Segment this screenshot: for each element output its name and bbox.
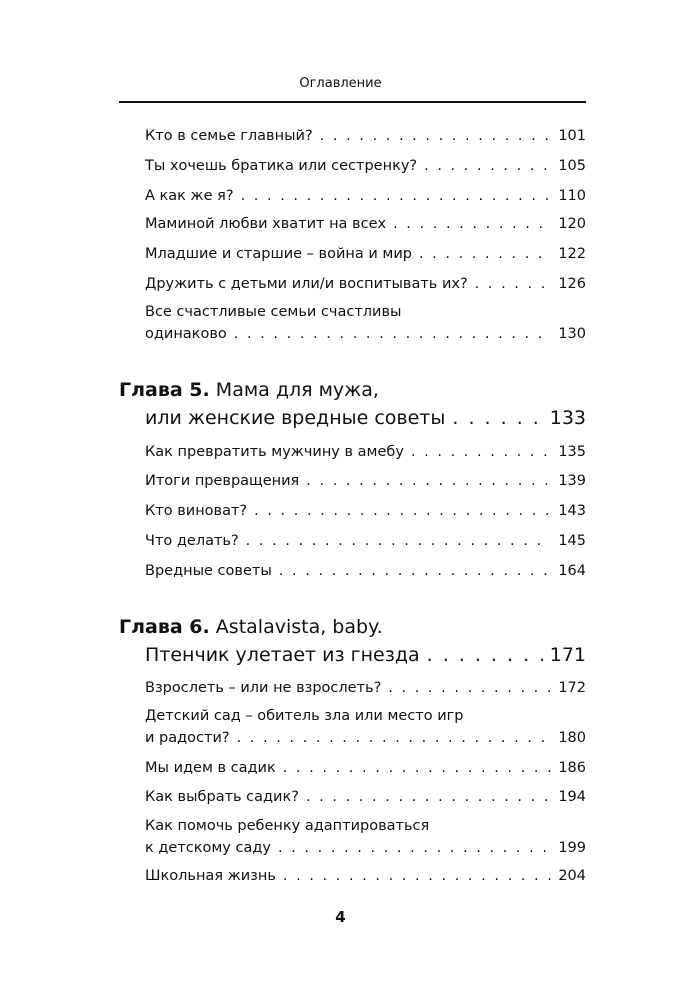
toc-entry-title: Взрослеть – или не взрослеть? <box>145 680 382 696</box>
toc-entry[interactable] <box>145 531 586 551</box>
toc-entry-page: 135 <box>558 444 586 460</box>
toc-entry-page: 120 <box>558 216 586 232</box>
dot-leader <box>419 244 551 264</box>
toc-entry-title: Школьная жизнь <box>145 868 276 884</box>
chapter-5-entry[interactable] <box>145 405 586 431</box>
header-rule <box>119 101 586 103</box>
page-number: 4 <box>335 908 346 926</box>
dot-leader <box>246 531 552 551</box>
running-header: Оглавление <box>299 76 382 91</box>
toc-entry-page: 143 <box>558 503 586 519</box>
dot-leader <box>393 214 551 234</box>
toc-entry-title-line1[interactable]: Как помочь ребенку адаптироваться <box>145 818 430 834</box>
toc-entry[interactable] <box>145 728 586 748</box>
dot-leader <box>475 274 552 294</box>
toc-entry[interactable] <box>145 561 586 581</box>
toc-entry-title: одинаково <box>145 326 227 342</box>
dot-leader <box>234 324 552 344</box>
toc-entry[interactable] <box>145 156 586 176</box>
toc-entry-title: Как выбрать садик? <box>145 789 299 805</box>
chapter-6-entry[interactable] <box>145 642 586 668</box>
toc-entry[interactable] <box>145 442 586 462</box>
chapter-number: Глава 5. <box>119 379 210 401</box>
dot-leader <box>320 126 552 146</box>
toc-entry-title: Кто в семье главный? <box>145 128 313 144</box>
dot-leader <box>388 678 551 698</box>
toc-entry[interactable] <box>145 501 586 521</box>
toc-entry[interactable] <box>145 324 586 344</box>
toc-entry-title-line1[interactable]: Все счастливые семьи счастливы <box>145 304 402 320</box>
chapter-title-line1: Astalavista, baby. <box>215 616 383 638</box>
toc-entry-page: 145 <box>558 533 586 549</box>
dot-leader <box>306 787 551 807</box>
toc-entry-page: 164 <box>558 563 586 579</box>
toc-entry-title-line1[interactable]: Детский сад – обитель зла или место игр <box>145 708 464 724</box>
chapter-title-line2: Птенчик улетает из гнезда <box>145 644 420 666</box>
dot-leader <box>254 501 551 521</box>
toc-entry-title: Маминой любви хватит на всех <box>145 216 387 232</box>
toc-entry-title: к детскому саду <box>145 840 271 856</box>
toc-entry-page: 199 <box>558 840 586 856</box>
toc-entry[interactable] <box>145 186 586 206</box>
toc-entry-title: Вредные советы <box>145 563 272 579</box>
dot-leader <box>283 758 552 778</box>
toc-entry[interactable] <box>145 214 586 234</box>
toc-entry-title: А как же я? <box>145 188 234 204</box>
toc-entry-title: Кто виноват? <box>145 503 248 519</box>
toc-entry-page: 139 <box>558 473 586 489</box>
dot-leader <box>411 442 551 462</box>
toc-entry-page: 126 <box>558 276 586 292</box>
toc-entry-title: Как превратить мужчину в амебу <box>145 444 404 460</box>
toc-entry[interactable] <box>145 126 586 146</box>
toc-entry-title: Младшие и старшие – война и мир <box>145 246 412 262</box>
toc-entry-page: 110 <box>558 188 586 204</box>
toc-entry-title: Что делать? <box>145 533 239 549</box>
toc-entry-title: Мы идем в садик <box>145 760 276 776</box>
dot-leader <box>237 728 552 748</box>
toc-entry[interactable] <box>145 471 586 491</box>
chapter-title-line2: или женские вредные советы <box>145 407 446 429</box>
chapter-page: 133 <box>549 407 586 429</box>
toc-entry[interactable] <box>145 866 586 886</box>
toc-entry-page: 101 <box>558 128 586 144</box>
dot-leader <box>279 561 552 581</box>
toc-entry[interactable] <box>145 274 586 294</box>
toc-entry-page: 194 <box>558 789 586 805</box>
dot-leader <box>427 642 543 668</box>
toc-entry-page: 204 <box>558 868 586 884</box>
chapter-5-heading[interactable] <box>119 377 379 403</box>
toc-entry[interactable] <box>145 244 586 264</box>
toc-entry-title: Ты хочешь братика или сестренку? <box>145 158 418 174</box>
dot-leader <box>424 156 551 176</box>
toc-entry-page: 172 <box>558 680 586 696</box>
toc-entry[interactable] <box>145 758 586 778</box>
toc-entry[interactable] <box>145 678 586 698</box>
dot-leader <box>278 838 551 858</box>
toc-entry-title: и радости? <box>145 730 230 746</box>
dot-leader <box>283 866 551 886</box>
dot-leader <box>241 186 552 206</box>
chapter-page: 171 <box>549 644 586 666</box>
toc-entry-title: Итоги превращения <box>145 473 300 489</box>
toc-entry-page: 105 <box>558 158 586 174</box>
chapter-number: Глава 6. <box>119 616 210 638</box>
toc-entry-page: 180 <box>558 730 586 746</box>
chapter-title-line1: Мама для мужа, <box>215 379 379 401</box>
dot-leader <box>452 405 542 431</box>
toc-entry-page: 130 <box>558 326 586 342</box>
toc-entry[interactable] <box>145 838 586 858</box>
toc-entry-page: 186 <box>558 760 586 776</box>
toc-entry-page: 122 <box>558 246 586 262</box>
chapter-6-heading[interactable] <box>119 614 383 640</box>
toc-entry[interactable] <box>145 787 586 807</box>
dot-leader <box>306 471 551 491</box>
toc-entry-title: Дружить с детьми или/и воспитывать их? <box>145 276 468 292</box>
